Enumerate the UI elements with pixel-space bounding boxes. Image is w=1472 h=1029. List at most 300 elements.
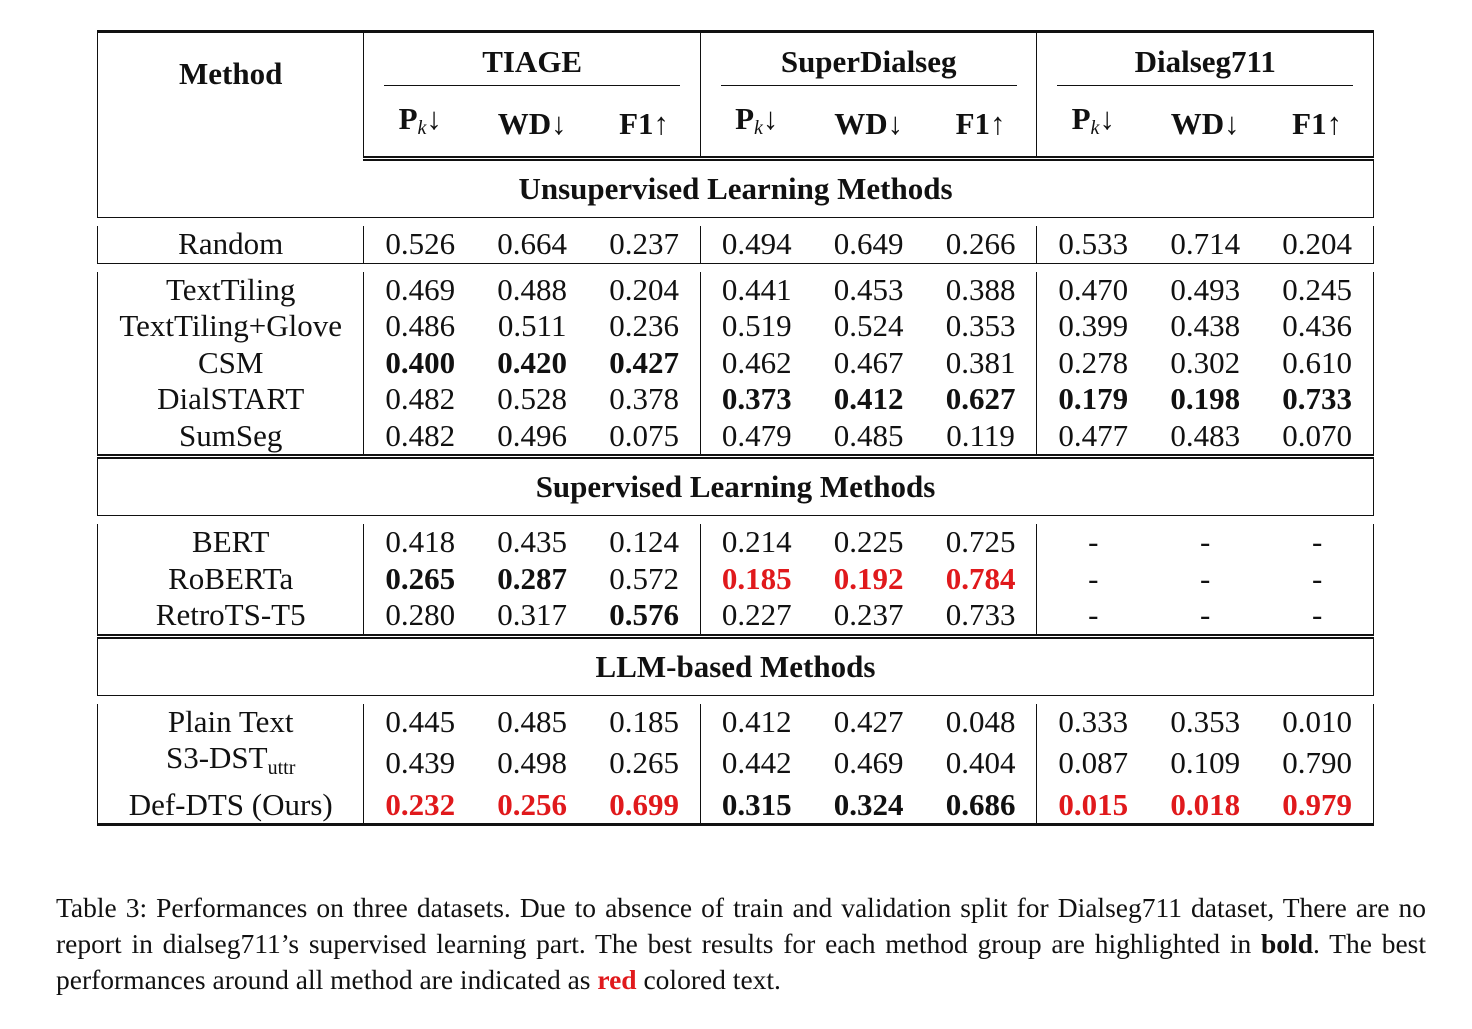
spacer-cell bbox=[813, 695, 925, 704]
value-cell bbox=[588, 272, 700, 309]
spacer-cell bbox=[925, 263, 1037, 272]
metric-name: P bbox=[398, 101, 418, 136]
value-cell bbox=[700, 787, 812, 825]
value: 0.412 bbox=[833, 381, 904, 416]
value-cell bbox=[1261, 561, 1373, 598]
arrow-down-icon: ↓ bbox=[426, 101, 442, 136]
value-cell bbox=[588, 418, 700, 457]
value: 0.576 bbox=[609, 597, 679, 632]
spacer-cell bbox=[1037, 695, 1149, 704]
section-title: LLM-based Methods bbox=[98, 636, 1374, 695]
spacer-cell bbox=[1261, 263, 1373, 272]
value-cell bbox=[1261, 597, 1373, 636]
value-cell bbox=[700, 561, 812, 598]
spacer-cell bbox=[98, 218, 364, 227]
value: 0.333 bbox=[1058, 703, 1129, 739]
group-spacer bbox=[98, 263, 1374, 272]
value: 0.664 bbox=[497, 226, 568, 261]
value: 0.225 bbox=[833, 524, 904, 559]
value-cell bbox=[1037, 345, 1149, 382]
header-row-datasets bbox=[98, 32, 1374, 92]
spacer-cell bbox=[98, 516, 364, 525]
method-name: TextTiling+Glove bbox=[119, 308, 342, 343]
method-name-cell bbox=[98, 308, 364, 345]
metric-name: P bbox=[735, 101, 755, 136]
value-cell bbox=[1149, 704, 1261, 741]
metric-header bbox=[813, 91, 925, 159]
method-name: S3-DST bbox=[165, 740, 268, 775]
arrow-down-icon: ↓ bbox=[1224, 105, 1240, 141]
value: 0.485 bbox=[497, 703, 568, 739]
value: 0.198 bbox=[1170, 381, 1241, 416]
value: 0.075 bbox=[609, 417, 679, 453]
arrow-down-icon: ↓ bbox=[762, 101, 779, 136]
method-name-cell bbox=[98, 226, 364, 263]
value-cell bbox=[1037, 418, 1149, 457]
value-cell bbox=[1261, 740, 1373, 787]
value: 0.280 bbox=[385, 597, 456, 632]
dataset-name: Dialseg711 bbox=[1057, 45, 1353, 86]
group-spacer bbox=[98, 516, 1374, 525]
spacer-cell bbox=[588, 695, 700, 704]
value: 0.733 bbox=[945, 597, 1016, 632]
value: 0.533 bbox=[1058, 226, 1129, 261]
value: 0.488 bbox=[497, 271, 568, 307]
value: 0.227 bbox=[721, 597, 792, 632]
value-cell bbox=[1149, 345, 1261, 382]
spacer-cell bbox=[925, 695, 1037, 704]
dataset-header-superdialseg bbox=[700, 32, 1037, 92]
value: 0.519 bbox=[721, 308, 792, 343]
value-cell bbox=[925, 381, 1037, 418]
value-cell bbox=[925, 345, 1037, 382]
method-name: CSM bbox=[197, 344, 264, 380]
value-cell bbox=[1149, 272, 1261, 309]
spacer-cell bbox=[925, 516, 1037, 525]
method-subscript: uttr bbox=[267, 757, 296, 779]
value-cell bbox=[476, 561, 588, 598]
value-cell bbox=[925, 787, 1037, 825]
value: 0.526 bbox=[385, 226, 456, 261]
value: 0.486 bbox=[385, 308, 456, 343]
value-cell bbox=[1149, 226, 1261, 263]
value: 0.245 bbox=[1282, 271, 1353, 307]
value-cell bbox=[1037, 524, 1149, 561]
value-cell bbox=[700, 418, 812, 457]
method-name-cell bbox=[98, 418, 364, 457]
method-name-cell bbox=[98, 740, 364, 787]
value: 0.015 bbox=[1058, 786, 1129, 822]
value: 0.317 bbox=[497, 597, 568, 632]
method-header: Method bbox=[98, 32, 364, 159]
spacer-cell bbox=[925, 218, 1037, 227]
value-cell bbox=[1037, 561, 1149, 598]
value: 0.469 bbox=[833, 745, 904, 780]
value-cell bbox=[1261, 704, 1373, 741]
value-cell bbox=[588, 381, 700, 418]
value: 0.441 bbox=[721, 271, 792, 307]
value: 0.287 bbox=[497, 560, 568, 596]
table-caption bbox=[56, 890, 1426, 998]
metric-name: F1 bbox=[955, 105, 991, 141]
value-cell bbox=[1261, 226, 1373, 263]
value: 0.979 bbox=[1282, 786, 1353, 822]
section-title-row bbox=[98, 159, 1374, 218]
value-cell bbox=[1037, 704, 1149, 741]
value: 0.214 bbox=[721, 524, 792, 559]
spacer-cell bbox=[364, 263, 476, 272]
value: 0.388 bbox=[945, 271, 1016, 307]
value: 0.412 bbox=[721, 703, 792, 739]
value-cell bbox=[1149, 561, 1261, 598]
value-cell bbox=[1037, 787, 1149, 825]
value-cell bbox=[364, 704, 476, 741]
table-row bbox=[98, 561, 1374, 598]
method-name: DialSTART bbox=[157, 381, 305, 416]
value-cell bbox=[700, 524, 812, 561]
method-name-cell bbox=[98, 597, 364, 636]
value: 0.427 bbox=[609, 344, 679, 380]
value-cell bbox=[700, 226, 812, 263]
spacer-cell bbox=[364, 516, 476, 525]
dataset-header-dialseg711 bbox=[1037, 32, 1374, 92]
value-cell bbox=[1261, 524, 1373, 561]
value: - bbox=[1200, 524, 1211, 559]
spacer-cell bbox=[1149, 218, 1261, 227]
method-name-cell bbox=[98, 561, 364, 598]
table-row bbox=[98, 597, 1374, 636]
value: - bbox=[1200, 597, 1211, 632]
value: 0.070 bbox=[1282, 417, 1353, 453]
value-cell bbox=[588, 308, 700, 345]
value-cell bbox=[813, 418, 925, 457]
value-cell bbox=[813, 524, 925, 561]
caption-bold-word: bold bbox=[1261, 928, 1313, 959]
value: 0.324 bbox=[833, 786, 904, 822]
table-row bbox=[98, 787, 1374, 825]
results-table bbox=[97, 30, 1374, 826]
value: 0.378 bbox=[609, 381, 679, 416]
spacer-cell bbox=[1261, 695, 1373, 704]
value-cell bbox=[476, 704, 588, 741]
value-cell bbox=[1261, 381, 1373, 418]
value-cell bbox=[476, 272, 588, 309]
method-name: RetroTS-T5 bbox=[155, 597, 306, 632]
caption-text-3: colored text. bbox=[636, 964, 781, 995]
value-cell bbox=[476, 345, 588, 382]
spacer-cell bbox=[588, 218, 700, 227]
spacer-cell bbox=[700, 695, 812, 704]
value: 0.725 bbox=[945, 524, 1016, 559]
value: 0.485 bbox=[833, 417, 904, 453]
spacer-cell bbox=[813, 516, 925, 525]
value-cell bbox=[1261, 308, 1373, 345]
spacer-cell bbox=[1149, 516, 1261, 525]
metric-header bbox=[476, 91, 588, 159]
method-name: SumSeg bbox=[179, 417, 283, 453]
value: 0.784 bbox=[945, 560, 1016, 596]
value-cell bbox=[1037, 740, 1149, 787]
spacer-cell bbox=[476, 263, 588, 272]
value-cell bbox=[700, 740, 812, 787]
value: 0.373 bbox=[721, 381, 792, 416]
section-title: Supervised Learning Methods bbox=[98, 457, 1374, 516]
value: 0.627 bbox=[945, 381, 1016, 416]
metric-name: WD bbox=[497, 105, 552, 141]
value-cell bbox=[1037, 381, 1149, 418]
value: 0.477 bbox=[1058, 417, 1129, 453]
value-cell bbox=[700, 308, 812, 345]
table-body bbox=[98, 32, 1374, 825]
value-cell bbox=[476, 524, 588, 561]
spacer-cell bbox=[476, 218, 588, 227]
value: 0.302 bbox=[1170, 344, 1241, 380]
method-name: Plain Text bbox=[167, 703, 294, 739]
spacer-cell bbox=[588, 263, 700, 272]
value-cell bbox=[813, 345, 925, 382]
method-name-cell bbox=[98, 787, 364, 825]
value: 0.418 bbox=[385, 524, 456, 559]
table-row bbox=[98, 226, 1374, 263]
value: 0.453 bbox=[833, 271, 904, 307]
method-name: RoBERTa bbox=[168, 560, 294, 596]
value: 0.442 bbox=[721, 745, 792, 780]
value: 0.483 bbox=[1170, 417, 1241, 453]
spacer-cell bbox=[700, 263, 812, 272]
method-name: Def-DTS (Ours) bbox=[128, 786, 333, 822]
value-cell bbox=[813, 308, 925, 345]
spacer-cell bbox=[813, 218, 925, 227]
value-cell bbox=[588, 704, 700, 741]
value-cell bbox=[476, 418, 588, 457]
value-cell bbox=[813, 704, 925, 741]
method-name: BERT bbox=[192, 524, 270, 559]
metric-name: F1 bbox=[619, 105, 654, 141]
value-cell bbox=[364, 345, 476, 382]
spacer-cell bbox=[1037, 263, 1149, 272]
value: 0.399 bbox=[1058, 308, 1129, 343]
value: 0.236 bbox=[609, 308, 679, 343]
value: 0.511 bbox=[497, 308, 567, 343]
value: - bbox=[1088, 597, 1099, 632]
value: 0.699 bbox=[609, 786, 679, 822]
value: 0.010 bbox=[1282, 703, 1353, 739]
metric-subscript: k bbox=[1090, 117, 1100, 139]
section-title: Unsupervised Learning Methods bbox=[98, 159, 1374, 218]
value: - bbox=[1311, 524, 1323, 559]
value: 0.482 bbox=[385, 417, 456, 453]
spacer-cell bbox=[588, 516, 700, 525]
value: 0.237 bbox=[833, 597, 904, 632]
value-cell bbox=[588, 787, 700, 825]
value-cell bbox=[925, 704, 1037, 741]
value: 0.572 bbox=[609, 560, 679, 596]
value: 0.649 bbox=[833, 226, 904, 261]
value-cell bbox=[476, 597, 588, 636]
value-cell bbox=[364, 787, 476, 825]
value: 0.087 bbox=[1058, 745, 1129, 780]
value: 0.204 bbox=[609, 271, 679, 307]
table-row bbox=[98, 272, 1374, 309]
spacer-cell bbox=[1037, 218, 1149, 227]
value: 0.610 bbox=[1282, 344, 1353, 380]
spacer-cell bbox=[364, 218, 476, 227]
value-cell bbox=[925, 272, 1037, 309]
value-cell bbox=[476, 308, 588, 345]
spacer-cell bbox=[1037, 516, 1149, 525]
metric-header bbox=[588, 91, 700, 159]
value: 0.435 bbox=[497, 524, 568, 559]
value: 0.469 bbox=[385, 271, 456, 307]
value-cell bbox=[813, 597, 925, 636]
arrow-down-icon: ↓ bbox=[1099, 101, 1115, 136]
value: 0.496 bbox=[497, 417, 568, 453]
value-cell bbox=[364, 226, 476, 263]
value: 0.237 bbox=[609, 226, 679, 261]
results-table-container bbox=[97, 30, 1374, 826]
value-cell bbox=[1037, 597, 1149, 636]
spacer-cell bbox=[1149, 263, 1261, 272]
value: 0.524 bbox=[833, 308, 904, 343]
group-spacer bbox=[98, 695, 1374, 704]
value-cell bbox=[1149, 308, 1261, 345]
value-cell bbox=[813, 787, 925, 825]
table-row bbox=[98, 345, 1374, 382]
spacer-cell bbox=[700, 516, 812, 525]
value-cell bbox=[700, 704, 812, 741]
value: 0.467 bbox=[833, 344, 904, 380]
metric-header bbox=[364, 91, 476, 159]
value-cell bbox=[364, 740, 476, 787]
metric-header bbox=[1149, 91, 1261, 159]
value: - bbox=[1311, 560, 1323, 596]
value-cell bbox=[588, 597, 700, 636]
value: 0.438 bbox=[1170, 308, 1241, 343]
spacer-cell bbox=[364, 695, 476, 704]
value-cell bbox=[476, 226, 588, 263]
value: 0.790 bbox=[1282, 745, 1353, 780]
value-cell bbox=[1149, 597, 1261, 636]
value-cell bbox=[364, 524, 476, 561]
section-title-row bbox=[98, 457, 1374, 516]
arrow-up-icon: ↑ bbox=[653, 105, 670, 141]
value: 0.266 bbox=[945, 226, 1016, 261]
value: 0.714 bbox=[1170, 226, 1241, 261]
value-cell bbox=[1037, 308, 1149, 345]
spacer-cell bbox=[1149, 695, 1261, 704]
metric-name: P bbox=[1071, 101, 1091, 136]
value-cell bbox=[1149, 524, 1261, 561]
value: 0.232 bbox=[385, 786, 456, 822]
value: 0.353 bbox=[1170, 703, 1241, 739]
value: 0.048 bbox=[945, 703, 1016, 739]
value: 0.265 bbox=[385, 560, 456, 596]
metric-name: F1 bbox=[1292, 105, 1327, 141]
value: - bbox=[1088, 560, 1099, 596]
value-cell bbox=[925, 740, 1037, 787]
value: 0.400 bbox=[385, 344, 456, 380]
value: 0.462 bbox=[721, 344, 792, 380]
value-cell bbox=[364, 272, 476, 309]
caption-red-word: red bbox=[597, 964, 637, 995]
method-name-cell bbox=[98, 345, 364, 382]
value-cell bbox=[476, 740, 588, 787]
table-row bbox=[98, 704, 1374, 741]
value: 0.265 bbox=[609, 745, 679, 780]
metric-subscript: k bbox=[754, 117, 763, 139]
value: 0.278 bbox=[1058, 344, 1129, 380]
value-cell bbox=[700, 597, 812, 636]
value: 0.179 bbox=[1058, 381, 1129, 416]
spacer-cell bbox=[700, 218, 812, 227]
table-row bbox=[98, 524, 1374, 561]
value: - bbox=[1088, 524, 1099, 559]
value-cell bbox=[364, 308, 476, 345]
value-cell bbox=[364, 597, 476, 636]
value: 0.686 bbox=[945, 786, 1016, 822]
value-cell bbox=[925, 561, 1037, 598]
value-cell bbox=[476, 787, 588, 825]
value-cell bbox=[588, 740, 700, 787]
value: 0.470 bbox=[1058, 271, 1129, 307]
value: 0.445 bbox=[385, 703, 456, 739]
value-cell bbox=[1037, 272, 1149, 309]
value-cell bbox=[700, 272, 812, 309]
caption-text-1: Table 3: Performances on three datasets. Due to absence of train and validation split for Dialseg711 dataset, There are no report in dialseg711’s supervised learning part. The best results for each method group are highlighted in bbox=[56, 892, 1426, 959]
value-cell bbox=[364, 418, 476, 457]
section-title-row bbox=[98, 636, 1374, 695]
value: 0.436 bbox=[1282, 308, 1353, 343]
value-cell bbox=[813, 272, 925, 309]
value-cell bbox=[364, 561, 476, 598]
value-cell bbox=[813, 226, 925, 263]
value-cell bbox=[700, 345, 812, 382]
value-cell bbox=[925, 597, 1037, 636]
value-cell bbox=[364, 381, 476, 418]
value: 0.124 bbox=[609, 524, 679, 559]
arrow-up-icon: ↑ bbox=[990, 105, 1006, 141]
value-cell bbox=[813, 561, 925, 598]
value: 0.018 bbox=[1170, 786, 1241, 822]
arrow-down-icon: ↓ bbox=[887, 105, 904, 141]
value-cell bbox=[925, 226, 1037, 263]
value-cell bbox=[588, 226, 700, 263]
value-cell bbox=[925, 418, 1037, 457]
value-cell bbox=[1261, 787, 1373, 825]
spacer-cell bbox=[1261, 218, 1373, 227]
method-name-cell bbox=[98, 524, 364, 561]
value: 0.119 bbox=[946, 417, 1015, 453]
arrow-up-icon: ↑ bbox=[1326, 105, 1343, 141]
caption-text-2: . The best performances around all method are indicated as bbox=[56, 928, 1426, 995]
value: 0.494 bbox=[721, 226, 792, 261]
spacer-cell bbox=[476, 516, 588, 525]
value: 0.482 bbox=[385, 381, 456, 416]
value-cell bbox=[925, 308, 1037, 345]
value: 0.204 bbox=[1282, 226, 1353, 261]
method-name-cell bbox=[98, 381, 364, 418]
value-cell bbox=[476, 381, 588, 418]
table-row bbox=[98, 308, 1374, 345]
value-cell bbox=[1149, 418, 1261, 457]
value: 0.733 bbox=[1282, 381, 1353, 416]
metric-name: WD bbox=[1170, 105, 1225, 141]
arrow-down-icon: ↓ bbox=[551, 105, 567, 141]
value: 0.185 bbox=[721, 560, 792, 596]
method-name: Random bbox=[178, 226, 284, 261]
metric-name: WD bbox=[834, 105, 888, 141]
value: - bbox=[1200, 560, 1211, 596]
